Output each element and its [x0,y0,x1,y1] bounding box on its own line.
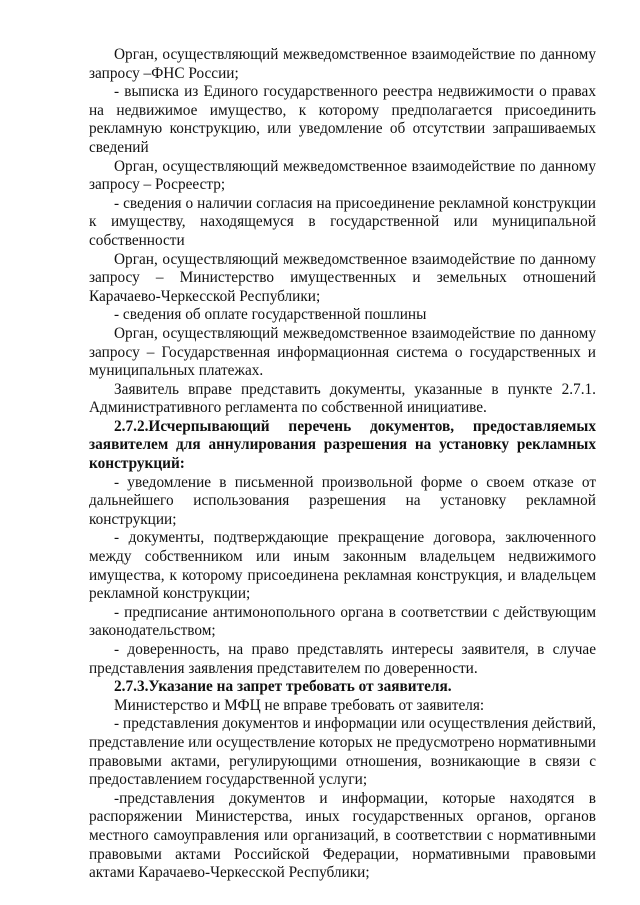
paragraph-ministry-organ: Орган, осуществляющий межведомственное взаимодействие по данному запросу – Министерство имущественных и земельных отношений Карачаево-Черкесской Республики; [89,250,596,305]
document-page [89,46,596,883]
paragraph-antimonopoly-order: - предписание антимонопольного органа в соответствии с действующим законодательством; [89,603,596,640]
paragraph-own-initiative: Заявитель вправе представить документы, указанные в пункте 2.7.1. Административного регламента по собственной инициативе. [89,380,596,417]
paragraph-refusal-notice: - уведомление в письменной произвольной форме о своем отказе от дальнейшего использования разрешения на установку рекламной конструкции; [89,473,596,528]
paragraph-fns-organ: Орган, осуществляющий межведомственное взаимодействие по данному запросу –ФНС России; [89,46,596,82]
section-heading-2-7-3: 2.7.3.Указание на запрет требовать от заявителя. [114,678,452,696]
paragraph-gis-organ: Орган, осуществляющий межведомственное взаимодействие по данному запросу – Государственная информационная система о государственных и муниципальных платежах. [89,324,596,380]
paragraph-power-of-attorney: - доверенность, на право представлять интересы заявителя, в случае представления заявления представителем по доверенности. [89,641,596,677]
paragraph-contract-termination: - документы, подтверждающие прекращение договора, заключенного между собственником или иным законным владельцем недвижимого имущества, к которому присоединена рекламная конструкция, и владельцем рекламной конструкции; [89,529,596,603]
paragraph-no-extra-docs: - представления документов и информации или осуществления действий, представление или осуществление которых не предусмотрено нормативными правовыми актами, регулирующими отношения, возникающие в связи с предоставлением государственной услуги; [89,715,596,789]
paragraph-ministry-mfc: Министерство и МФЦ не вправе требовать от заявителя: [114,696,485,714]
paragraph-consent-info: - сведения о наличии согласия на присоединение рекламной конструкции к имуществу, находящемуся в государственной или муниципальной собственности [89,194,596,249]
paragraph-egrn-extract: - выписка из Единого государственного реестра недвижимости о правах на недвижимое имущество, к которому предполагается присоединить рекламную конструкцию, или уведомление об отсутствии запрашиваемых сведений [89,83,596,156]
paragraph-fee-info: - сведения об оплате государственной пошлины [114,306,427,324]
paragraph-docs-in-possession: -представления документов и информации, которые находятся в распоряжении Министерства, иных государственных органов, органов местного самоуправления или организаций, в соответствии с нормативными правовыми актами Российской Федерации, нормативными правовыми актами Карачаево-Черкесской Республики; [89,789,596,882]
section-heading-2-7-2: 2.7.2.Исчерпывающий перечень документов, предоставляемых заявителем для аннулирования разрешения на установку рекламных конструкций: [89,417,596,473]
paragraph-rosreestr-organ: Орган, осуществляющий межведомственное взаимодействие по данному запросу – Росреестр; [89,157,596,194]
